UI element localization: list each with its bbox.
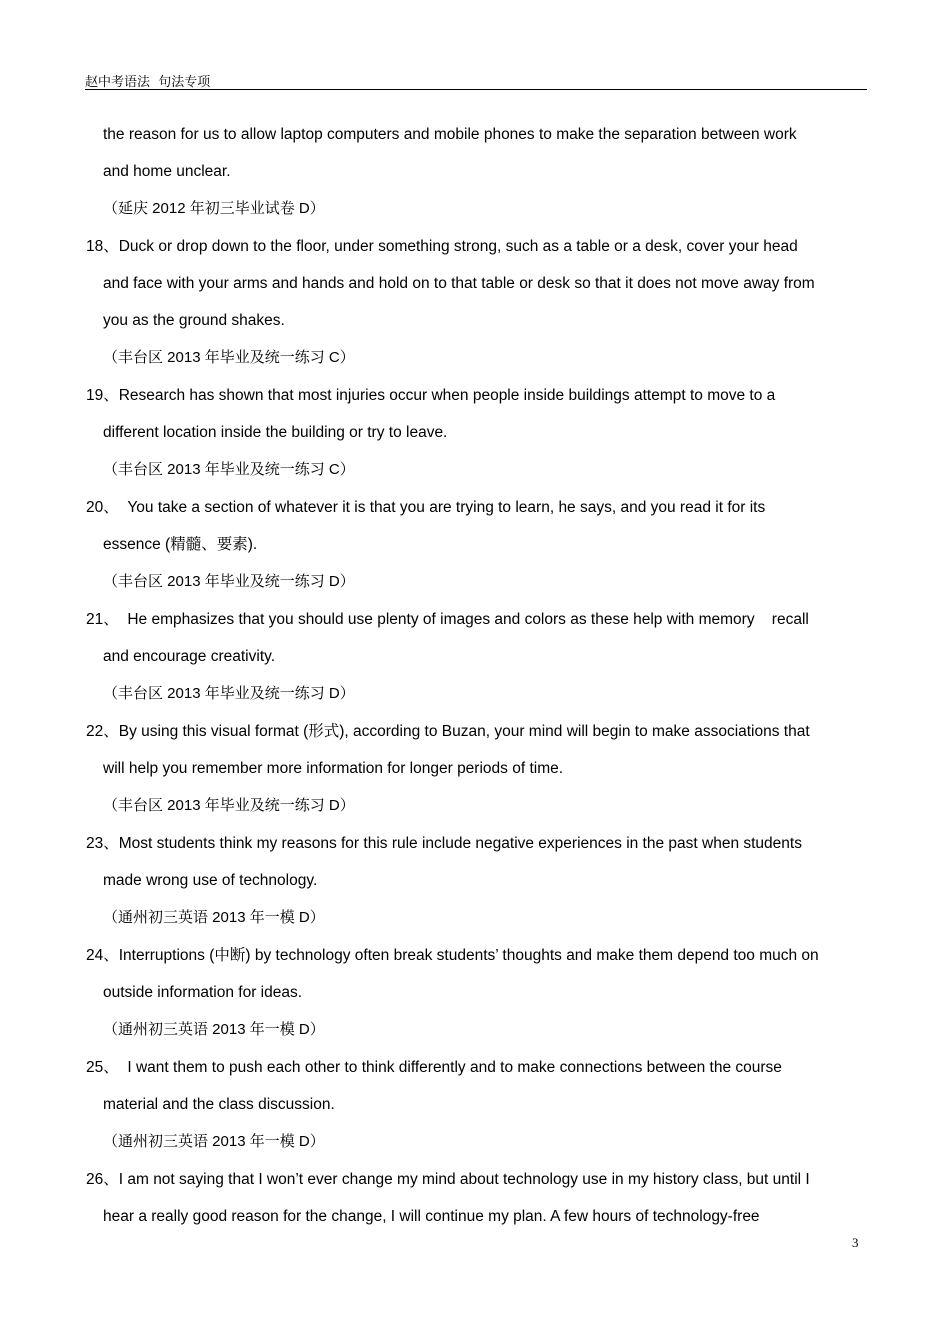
source-citation: （丰台区 2013 年毕业及统一练习 C） (103, 461, 355, 478)
source-citation: （丰台区 2013 年毕业及统一练习 C） (103, 349, 355, 366)
header-title: 赵中考语法 句法专项 (85, 75, 211, 90)
body-line: outside information for ideas. (103, 984, 303, 1001)
item-21-line: 21、 He emphasizes that you should use plenty of images and colors as these help with memory recall (86, 611, 809, 628)
source-citation: （通州初三英语 2013 年一模 D） (103, 1021, 325, 1038)
page-header (85, 70, 867, 90)
source-citation: （丰台区 2013 年毕业及统一练习 D） (103, 573, 355, 590)
body-line: different location inside the building or try to leave. (103, 424, 448, 441)
item-20-line: 20、 You take a section of whatever it is that you are trying to learn, he says, and you read it for its (86, 499, 766, 516)
body-line: and face with your arms and hands and hold on to that table or desk so that it does not move away from (103, 275, 815, 292)
body-line: hear a really good reason for the change, I will continue my plan. A few hours of technology-free (103, 1208, 760, 1225)
source-citation: （延庆 2012 年初三毕业试卷 D） (103, 200, 325, 217)
item-19-line: 19、Research has shown that most injuries occur when people inside buildings attempt to move to a (86, 387, 776, 404)
source-citation: （通州初三英语 2013 年一模 D） (103, 1133, 325, 1150)
body-line: the reason for us to allow laptop computers and mobile phones to make the separation between work (103, 126, 797, 143)
body-line: made wrong use of technology. (103, 872, 318, 889)
item-26-line: 26、I am not saying that I won’t ever change my mind about technology use in my history class, but until I (86, 1171, 810, 1188)
body-line: material and the class discussion. (103, 1096, 335, 1113)
source-citation: （丰台区 2013 年毕业及统一练习 D） (103, 685, 355, 702)
item-25-line: 25、 I want them to push each other to think differently and to make connections between the course (86, 1059, 782, 1076)
body-line: you as the ground shakes. (103, 312, 285, 329)
page-number: 3 (852, 1235, 859, 1250)
source-citation: （丰台区 2013 年毕业及统一练习 D） (103, 797, 355, 814)
body-line: will help you remember more information for longer periods of time. (103, 760, 564, 777)
source-citation: （通州初三英语 2013 年一模 D） (103, 909, 325, 926)
item-24-line: 24、Interruptions (中断) by technology often break students’ thoughts and make them depend too much on (86, 947, 819, 964)
item-22-line: 22、By using this visual format (形式), according to Buzan, your mind will begin to make associations that (86, 723, 810, 740)
body-line: essence (精髓、要素). (103, 536, 258, 553)
item-23-line: 23、Most students think my reasons for this rule include negative experiences in the past when students (86, 835, 802, 852)
body-line: and encourage creativity. (103, 648, 276, 665)
item-18-line: 18、Duck or drop down to the floor, under something strong, such as a table or a desk, cover your head (86, 238, 798, 255)
body-line: and home unclear. (103, 163, 231, 180)
